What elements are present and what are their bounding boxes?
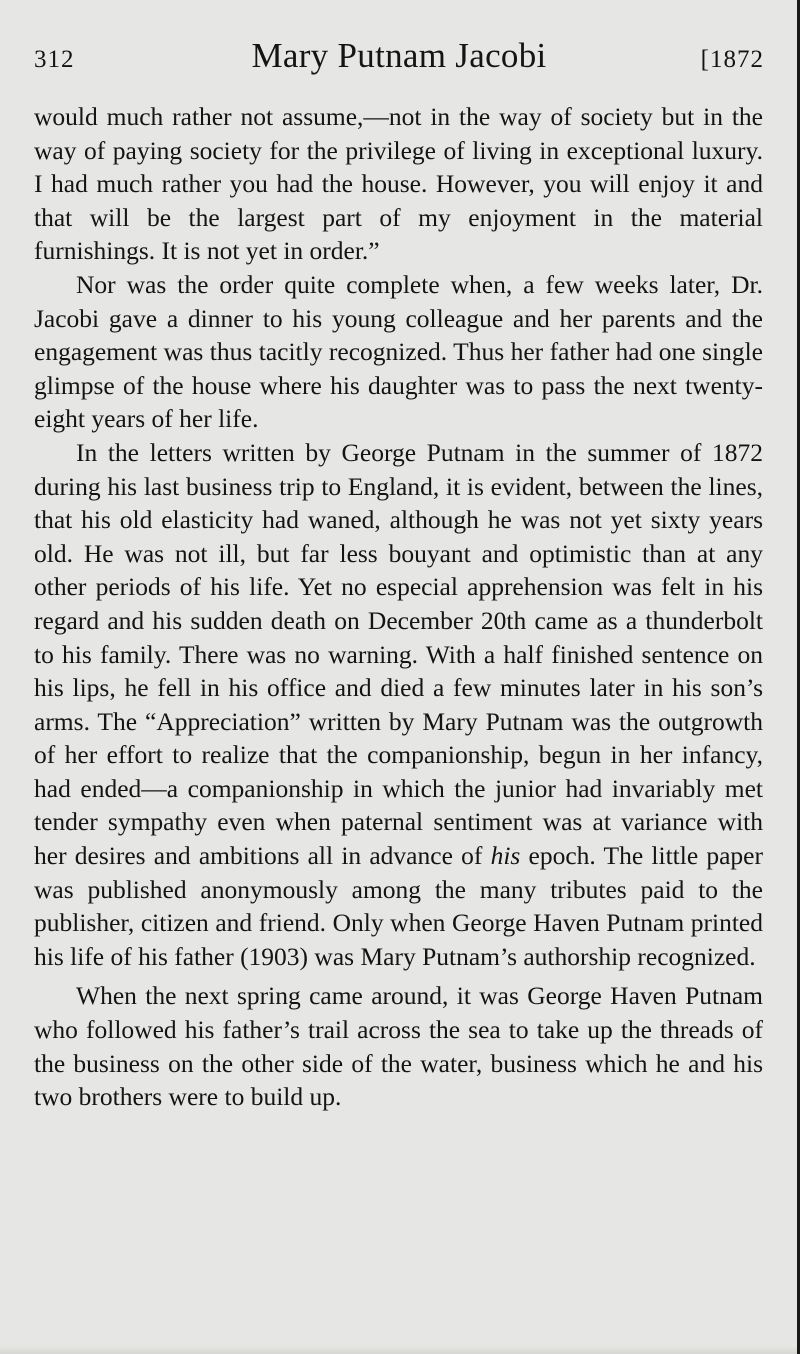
- paragraph-2: [34, 268, 763, 436]
- paragraph-1: [34, 100, 763, 268]
- running-header: [34, 36, 764, 86]
- text-segment: Nor was the order quite complete when, a few weeks later, Dr. Jacobi gave a dinner to his young colleague and her parents and the engagement was thus tacitly recognized. Thus her father had one single glimpse of the house where his daughter was to pass the next twenty-eight years of her life.: [34, 269, 763, 434]
- text-segment: epoch. The little paper was published anonymously among the many tributes paid to the publisher, citizen and friend. Only when George Haven Putnam printed his life of his father (1903) was Mary Putnam’s authorship recognized.: [34, 841, 763, 971]
- text-segment: When the next spring came around, it was George Haven Putnam who followed his father’s trail across the sea to take up the threads of the business on the other side of the water, business which he and his two brothers were to build up.: [34, 981, 763, 1112]
- page-number: 312: [34, 46, 75, 73]
- paragraph-4: [34, 979, 763, 1113]
- body-text: [34, 100, 763, 1114]
- page-bottom-edge: [0, 1346, 800, 1354]
- header-year: [1872: [700, 46, 764, 73]
- paragraph-3: [34, 436, 763, 974]
- italic-text-segment: his: [490, 841, 521, 871]
- text-segment: In the letters written by George Putnam in the summer of 1872 during his last business trip to England, it is evident, between the lines, that his old elasticity had waned, although he was not yet sixty years old. He was not ill, but far less bouyant and optimistic than at any other periods of his life. Yet no especial apprehension was felt in his regard and his sudden death on December 20th came as a thunderbolt to his family. There was no warning. With a half finished sentence on his lips, he fell in his office and died a few minutes later in his son’s arms. The “Appreciation” written by Mary Putnam was the outgrowth of her effort to realize that the companionship, begun in her infancy, had ended—a companionship in which the junior had invariably met tender sympathy even when paternal sentiment was at variance with her desires and ambitions all in advance of: [34, 437, 763, 871]
- text-segment: would much rather not assume,—not in the way of society but in the way of paying society for the privilege of living in exceptional luxury. I had much rather you had the house. However, you will enjoy it and that will be the largest part of my enjoyment in the material furnishings. It is not yet in order.”: [34, 102, 763, 266]
- running-title: Mary Putnam Jacobi: [251, 36, 547, 75]
